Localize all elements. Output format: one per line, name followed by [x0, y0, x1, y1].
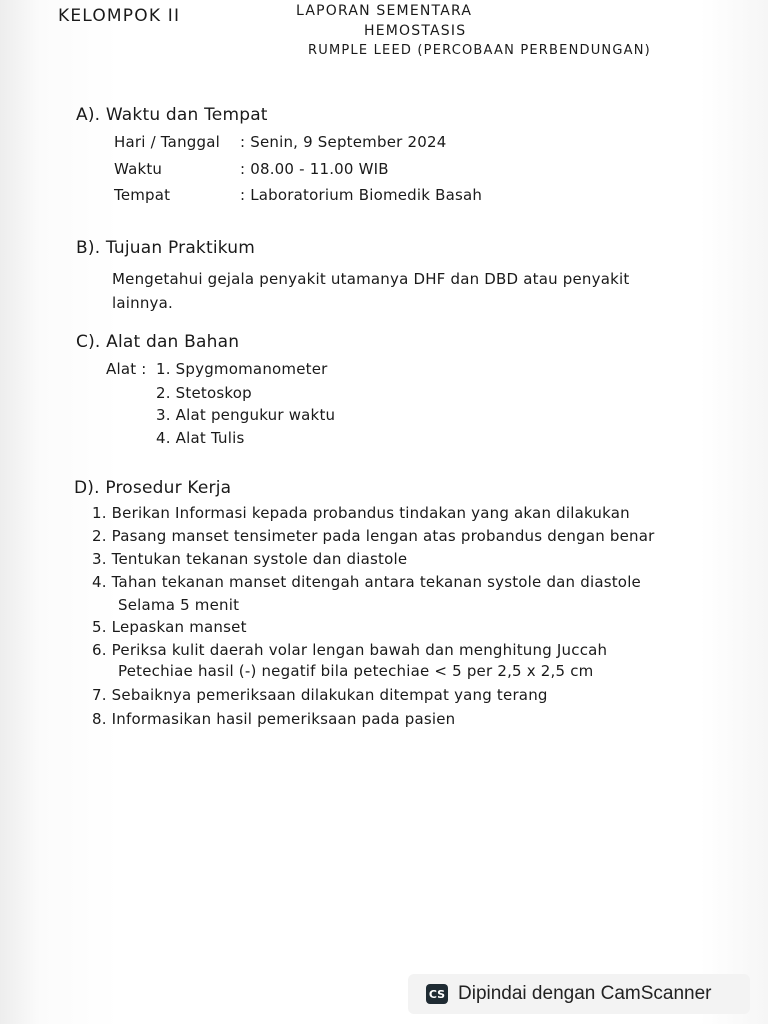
- camscanner-logo-icon: CS: [426, 984, 448, 1004]
- tool-item-3: 3. Alat pengukur waktu: [156, 406, 336, 424]
- time-place-value-day: : Senin, 9 September 2024: [240, 133, 447, 151]
- section-a-heading: A). Waktu dan Tempat: [76, 105, 268, 125]
- tool-item-1: 1. Spygmomanometer: [156, 360, 328, 378]
- procedure-step-6: 6. Periksa kulit daerah volar lengan bawah dan menghitung Juccah: [92, 641, 608, 659]
- report-title: LAPORAN SEMENTARA: [296, 3, 473, 19]
- camscanner-watermark: [408, 974, 750, 1014]
- procedure-step-4-cont: Selama 5 menit: [118, 596, 240, 614]
- purpose-line-2: lainnya.: [112, 294, 173, 312]
- time-place-label-time: Waktu: [114, 160, 163, 178]
- procedure-step-2: 2. Pasang manset tensimeter pada lengan atas probandus dengan benar: [92, 527, 655, 545]
- section-c-heading: C). Alat dan Bahan: [76, 332, 240, 352]
- report-subtitle: HEMOSTASIS: [364, 23, 467, 39]
- tool-item-4: 4. Alat Tulis: [156, 429, 245, 447]
- time-place-label-place: Tempat: [114, 186, 171, 204]
- camscanner-text: Dipindai dengan CamScanner: [458, 983, 712, 1004]
- tools-label: Alat :: [106, 360, 147, 378]
- procedure-step-4: 4. Tahan tekanan manset ditengah antara tekanan systole dan diastole: [92, 573, 641, 591]
- procedure-step-1: 1. Berikan Informasi kepada probandus tindakan yang akan dilakukan: [92, 504, 630, 522]
- time-place-value-time: : 08.00 - 11.00 WIB: [240, 160, 389, 178]
- purpose-line-1: Mengetahui gejala penyakit utamanya DHF dan DBD atau penyakit: [112, 270, 630, 288]
- report-topic: RUMPLE LEED (PERCOBAAN PERBENDUNGAN): [308, 43, 651, 58]
- tool-item-2: 2. Stetoskop: [156, 384, 252, 402]
- group-label: KELOMPOK II: [58, 6, 181, 26]
- procedure-step-6-cont: Petechiae hasil (-) negatif bila petechiae < 5 per 2,5 x 2,5 cm: [118, 662, 594, 680]
- procedure-step-7: 7. Sebaiknya pemeriksaan dilakukan ditempat yang terang: [92, 686, 548, 704]
- section-b-heading: B). Tujuan Praktikum: [76, 238, 256, 258]
- procedure-step-5: 5. Lepaskan manset: [92, 618, 247, 636]
- section-d-heading: D). Prosedur Kerja: [74, 478, 232, 498]
- time-place-label-day: Hari / Tanggal: [114, 133, 220, 151]
- procedure-step-8: 8. Informasikan hasil pemeriksaan pada pasien: [92, 710, 456, 728]
- time-place-value-place: : Laboratorium Biomedik Basah: [240, 186, 483, 204]
- procedure-step-3: 3. Tentukan tekanan systole dan diastole: [92, 550, 408, 568]
